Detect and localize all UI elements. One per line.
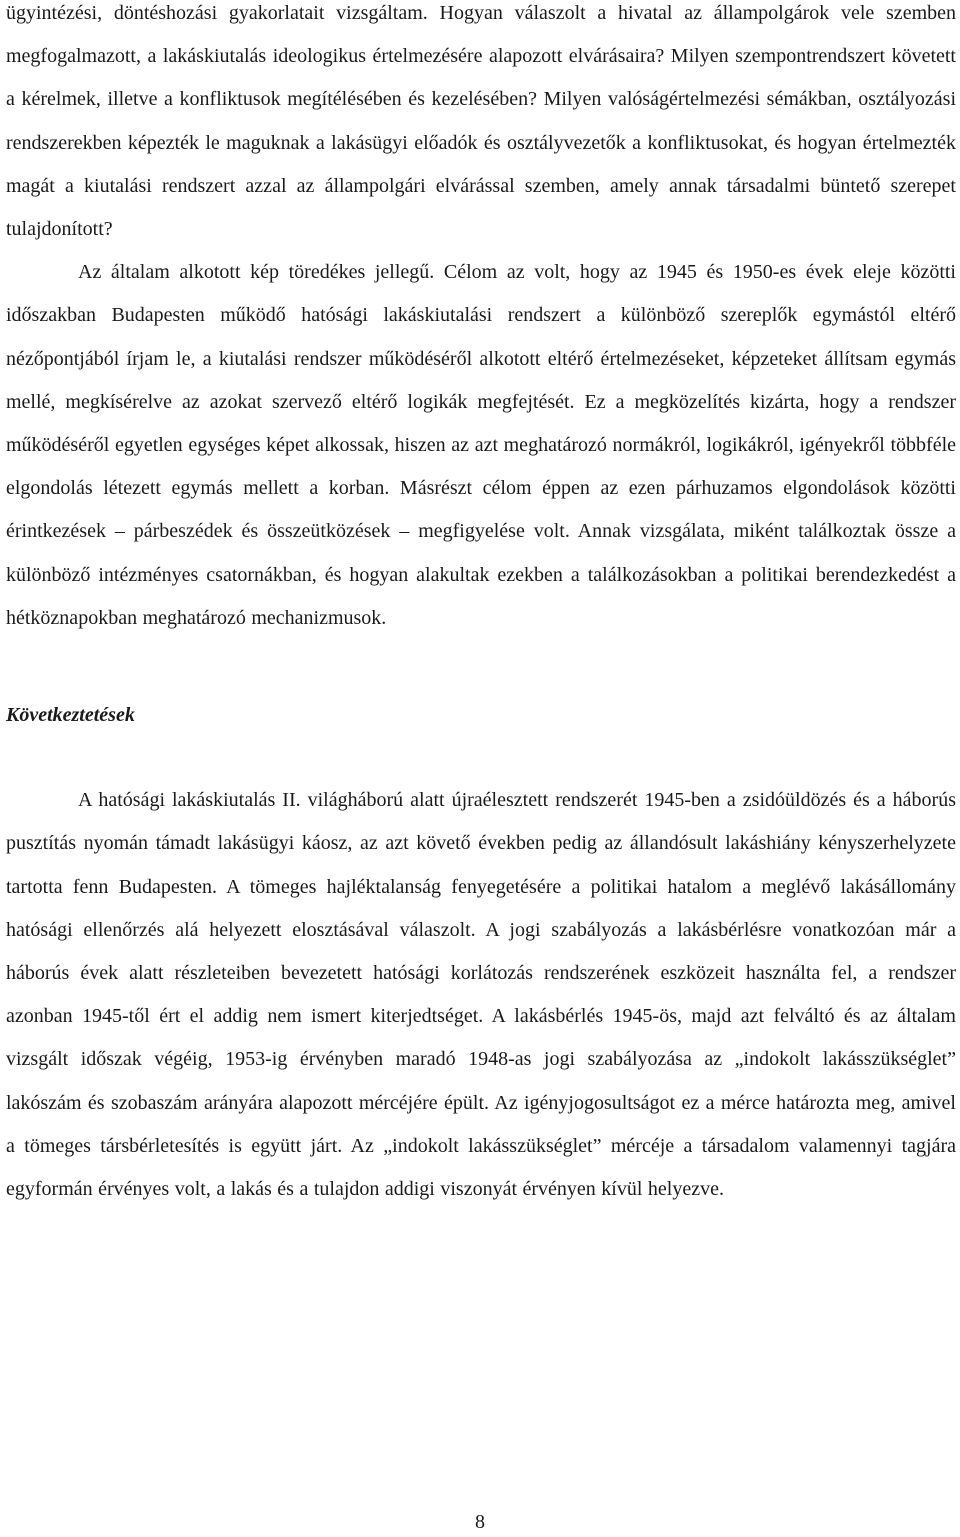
section-heading: Következtetések (6, 704, 135, 727)
document-page (6, 0, 956, 1211)
page-number: 8 (475, 1511, 485, 1533)
body-paragraph-2: Az általam alkotott kép töredékes jellegű. Célom az volt, hogy az 1945 és 1950-es évek eleje közötti időszakban Budapesten működő hatósági lakáskiutalási rendszert a különböző szereplők egymástól eltérő nézőpontjából írjam le, a kiutalási rendszer működéséről alkotott eltérő értelmezéseket, képzeteket állítsam egymás mellé, megkísérelve az azokat szervező eltérő logikák megfejtését. Ez a megközelítés kizárta, hogy a rendszer működéséről egyetlen egységes képet alkossak, hiszen az azt meghatározó normákról, logikákról, igényekről többféle elgondolás létezett egymás mellett a korban. Másrészt célom éppen az ezen párhuzamos elgondolások közötti érintkezések – párbeszédek és összeütközések – megfigyelése volt. Annak vizsgálata, miként találkoztak össze a különböző intézményes csatornákban, és hogyan alakultak ezekben a találkozásokban a politikai berendezkedést a hétköznapokban meghatározó mechanizmusok. (6, 261, 956, 629)
section-paragraph: A hatósági lakáskiutalás II. világháború alatt újraélesztett rendszerét 1945-ben a zsidóüldözés és a háborús pusztítás nyomán támadt lakásügyi káosz, az azt követő években pedig az állandósult lakáshiány kényszerhelyzete tartotta fenn Budapesten. A tömeges hajléktalanság fenyegetésére a politikai hatalom a meglévő lakásállomány hatósági ellenőrzés alá helyezett elosztásával válaszolt. A jogi szabályozás a lakásbérlésre vonatkozóan már a háborús évek alatt részleteiben bevezetett hatósági korlátozás rendszerének eszközeit használta fel, a rendszer azonban 1945-től ért el addig nem ismert kiterjedtséget. A lakásbérlés 1945-ös, majd azt felváltó és az általam vizsgált időszak végéig, 1953-ig érvényben maradó 1948-as jogi szabályozása az „indokolt lakásszükséglet” lakószám és szobaszám arányára alapozott mércéjére épült. Az igényjogosultságot ez a mérce határozta meg, amivel a tömeges társbérletesítés is együtt járt. Az „indokolt lakásszükséglet” mércéje a társadalom valamennyi tagjára egyformán érvényes volt, a lakás és a tulajdon addigi viszonyát érvényen kívül helyezve. (6, 789, 956, 1201)
body-paragraph-1: ügyintézési, döntéshozási gyakorlatait vizsgáltam. Hogyan válaszolt a hivatal az állampolgárok vele szemben megfogalmazott, a lakáskiutalás ideologikus értelmezésére alapozott elvárásaira? Milyen szempontrendszert követett a kérelmek, illetve a konfliktusok megítélésében és kezelésében? Milyen valóságértelmezési sémákban, osztályozási rendszerekben képezték le maguknak a lakásügyi előadók és osztályvezetők a konfliktusokat, és hogyan értelmezték magát a kiutalási rendszert azzal az állampolgári elvárással szemben, amely annak társadalmi büntető szerepet tulajdonított? (6, 2, 956, 241)
